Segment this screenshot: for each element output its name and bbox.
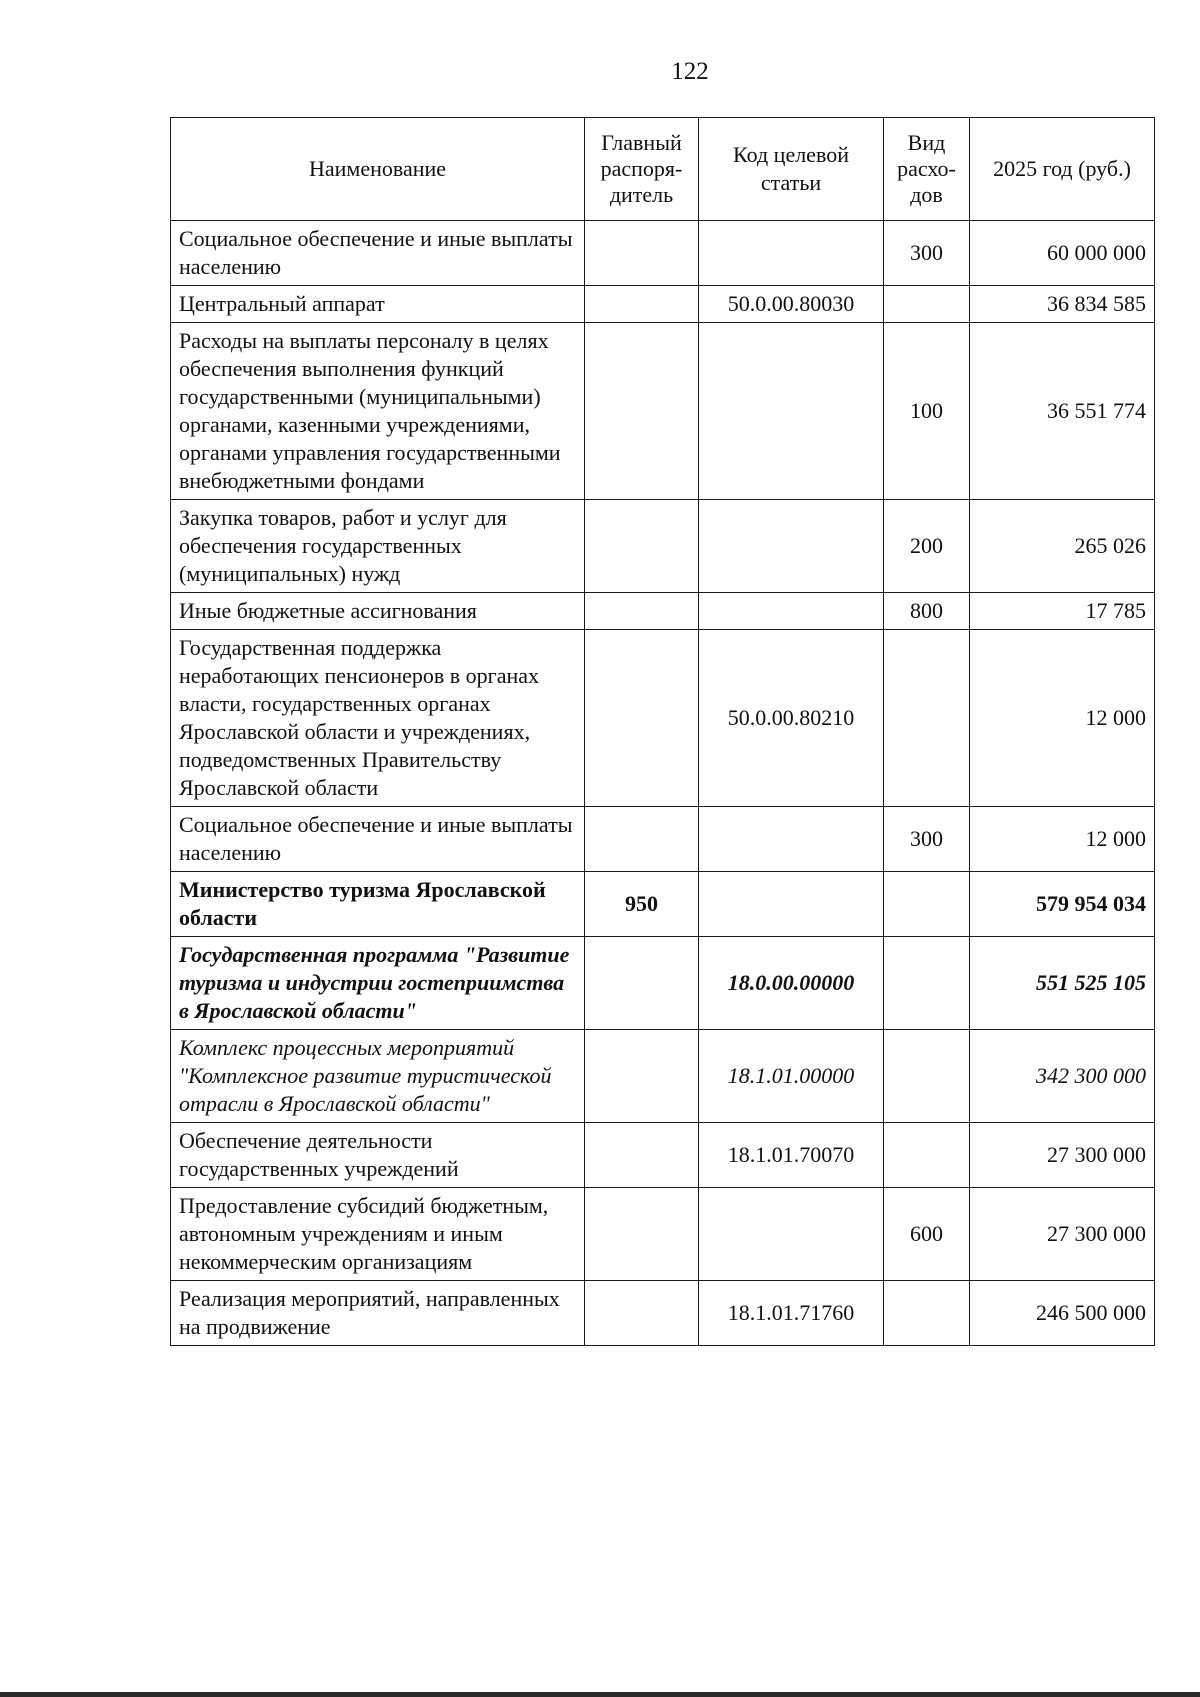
cell-name: Социальное обеспечение и иные выплаты населению xyxy=(171,221,585,286)
table-body xyxy=(171,221,1155,1346)
cell-chief-manager xyxy=(585,1030,699,1123)
header-chief-manager: Главный распоря-дитель xyxy=(585,118,699,221)
cell-target-code xyxy=(699,323,884,500)
cell-name: Комплекс процессных мероприятий "Комплексное развитие туристической отрасли в Ярославской области" xyxy=(171,1030,585,1123)
table-row xyxy=(171,593,1155,630)
table-row xyxy=(171,630,1155,807)
table-row xyxy=(171,807,1155,872)
cell-chief-manager xyxy=(585,593,699,630)
table-row xyxy=(171,1188,1155,1281)
cell-target-code: 18.1.01.70070 xyxy=(699,1123,884,1188)
cell-target-code: 18.1.01.71760 xyxy=(699,1281,884,1346)
table-row xyxy=(171,1281,1155,1346)
cell-amount: 60 000 000 xyxy=(970,221,1155,286)
cell-target-code xyxy=(699,593,884,630)
cell-amount: 36 834 585 xyxy=(970,286,1155,323)
cell-expense-type xyxy=(884,1281,970,1346)
cell-amount: 342 300 000 xyxy=(970,1030,1155,1123)
cell-expense-type: 300 xyxy=(884,807,970,872)
cell-amount: 27 300 000 xyxy=(970,1188,1155,1281)
table-header-row xyxy=(171,118,1155,221)
cell-amount: 12 000 xyxy=(970,807,1155,872)
cell-chief-manager xyxy=(585,323,699,500)
cell-amount: 17 785 xyxy=(970,593,1155,630)
cell-expense-type xyxy=(884,872,970,937)
cell-amount: 27 300 000 xyxy=(970,1123,1155,1188)
cell-expense-type xyxy=(884,286,970,323)
cell-target-code xyxy=(699,500,884,593)
cell-expense-type: 200 xyxy=(884,500,970,593)
header-expense-type: Вид расхо-дов xyxy=(884,118,970,221)
cell-name: Министерство туризма Ярославской области xyxy=(171,872,585,937)
cell-name: Государственная поддержка неработающих пенсионеров в органах власти, государственных органах Ярославской области и учреждениях, подведомственных Правительству Ярославской области xyxy=(171,630,585,807)
table-row xyxy=(171,323,1155,500)
cell-chief-manager xyxy=(585,937,699,1030)
cell-chief-manager xyxy=(585,286,699,323)
table-row xyxy=(171,1030,1155,1123)
cell-chief-manager xyxy=(585,1188,699,1281)
cell-target-code xyxy=(699,807,884,872)
cell-amount: 579 954 034 xyxy=(970,872,1155,937)
cell-chief-manager xyxy=(585,221,699,286)
cell-amount: 265 026 xyxy=(970,500,1155,593)
cell-expense-type xyxy=(884,630,970,807)
cell-name: Иные бюджетные ассигнования xyxy=(171,593,585,630)
header-amount-2025: 2025 год (руб.) xyxy=(970,118,1155,221)
cell-amount: 12 000 xyxy=(970,630,1155,807)
table-row xyxy=(171,872,1155,937)
cell-target-code: 50.0.00.80030 xyxy=(699,286,884,323)
cell-expense-type xyxy=(884,937,970,1030)
cell-name: Расходы на выплаты персоналу в целях обеспечения выполнения функций государственными (муниципальными) органами, казенными учреждениями, органами управления государственными внебюджетными фондами xyxy=(171,323,585,500)
cell-name: Центральный аппарат xyxy=(171,286,585,323)
header-name: Наименование xyxy=(171,118,585,221)
cell-target-code xyxy=(699,221,884,286)
table-row xyxy=(171,221,1155,286)
cell-expense-type xyxy=(884,1123,970,1188)
page-bottom-edge xyxy=(0,1692,1200,1697)
page-number: 122 xyxy=(671,58,709,85)
cell-expense-type: 800 xyxy=(884,593,970,630)
cell-expense-type: 300 xyxy=(884,221,970,286)
cell-amount: 551 525 105 xyxy=(970,937,1155,1030)
cell-target-code: 18.0.00.00000 xyxy=(699,937,884,1030)
budget-table xyxy=(170,117,1155,1346)
cell-name: Государственная программа "Развитие туризма и индустрии гостеприимства в Ярославской области" xyxy=(171,937,585,1030)
cell-name: Реализация мероприятий, направленных на продвижение xyxy=(171,1281,585,1346)
table-row xyxy=(171,937,1155,1030)
cell-expense-type xyxy=(884,1030,970,1123)
cell-chief-manager xyxy=(585,500,699,593)
cell-name: Предоставление субсидий бюджетным, автономным учреждениям и иным некоммерческим организациям xyxy=(171,1188,585,1281)
cell-expense-type: 100 xyxy=(884,323,970,500)
cell-target-code: 50.0.00.80210 xyxy=(699,630,884,807)
cell-chief-manager xyxy=(585,1281,699,1346)
cell-name: Закупка товаров, работ и услуг для обеспечения государственных (муниципальных) нужд xyxy=(171,500,585,593)
cell-amount: 36 551 774 xyxy=(970,323,1155,500)
cell-expense-type: 600 xyxy=(884,1188,970,1281)
table-row xyxy=(171,1123,1155,1188)
cell-amount: 246 500 000 xyxy=(970,1281,1155,1346)
cell-target-code xyxy=(699,872,884,937)
cell-name: Социальное обеспечение и иные выплаты населению xyxy=(171,807,585,872)
cell-chief-manager xyxy=(585,1123,699,1188)
cell-chief-manager xyxy=(585,807,699,872)
cell-target-code xyxy=(699,1188,884,1281)
cell-chief-manager: 950 xyxy=(585,872,699,937)
header-target-code: Код целевой статьи xyxy=(699,118,884,221)
cell-chief-manager xyxy=(585,630,699,807)
table-row xyxy=(171,286,1155,323)
table-row xyxy=(171,500,1155,593)
cell-target-code: 18.1.01.00000 xyxy=(699,1030,884,1123)
cell-name: Обеспечение деятельности государственных учреждений xyxy=(171,1123,585,1188)
